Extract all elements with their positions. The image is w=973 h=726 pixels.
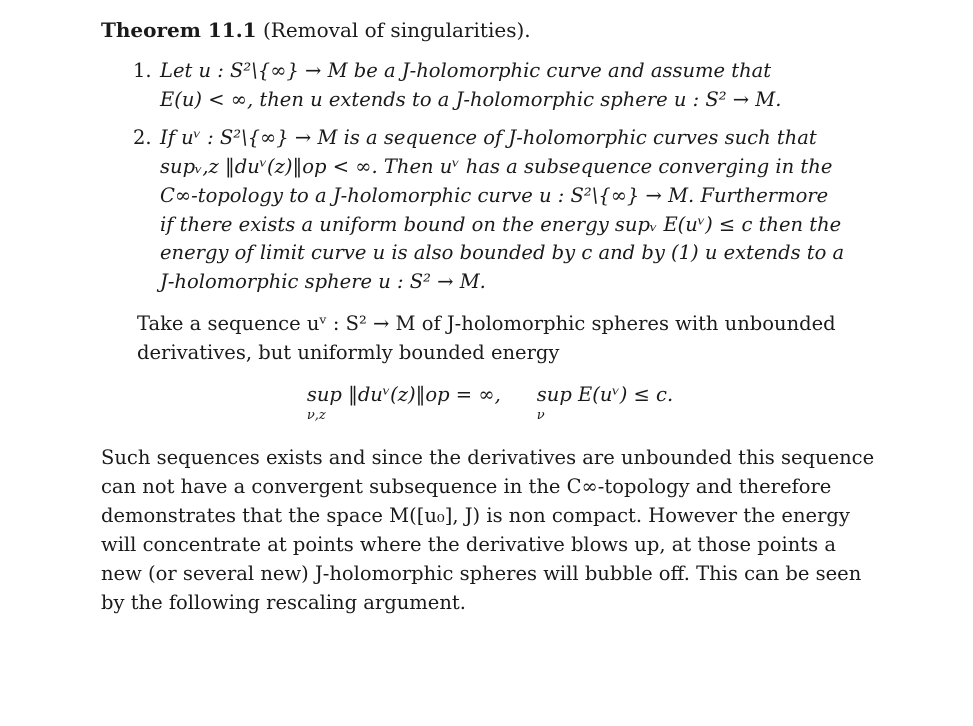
- equation-right: [537, 381, 673, 423]
- theorem-heading: [101, 16, 879, 44]
- theorem-page: [101, 16, 879, 617]
- paragraph-line: Take a sequence uᵛ : S² → M of J-holomorphic spheres with unbounded: [137, 311, 836, 335]
- theorem-title: (Removal of singularities).: [262, 18, 531, 42]
- item-line: J-holomorphic sphere u : S² → M.: [160, 269, 486, 293]
- paragraph-line: can not have a convergent subsequence in the C∞-topology and therefore: [101, 474, 832, 498]
- theorem-number: Theorem 11.1: [101, 18, 257, 42]
- paragraph-line: Such sequences exists and since the derivatives are unbounded this sequence: [101, 445, 875, 469]
- paragraph-bubbling: [101, 443, 879, 617]
- item-marker: 1.: [133, 59, 152, 82]
- equation-right-subscript: ν: [536, 407, 545, 423]
- paragraph-line: by the following rescaling argument.: [101, 590, 466, 614]
- paragraph-line: will concentrate at points where the derivative blows up, at those points a: [101, 532, 836, 556]
- item-line: if there exists a uniform bound on the energy supᵥ E(uᵛ) ≤ c then the: [160, 212, 842, 236]
- paragraph-line: new (or several new) J-holomorphic spheres will bubble off. This can be seen: [101, 561, 862, 585]
- item-marker: 2.: [133, 126, 152, 150]
- item-line: energy of limit curve u is also bounded by c and by (1) u extends to a: [160, 241, 845, 265]
- paragraph-line: demonstrates that the space M([u₀], J) is non compact. However the energy: [101, 503, 850, 527]
- theorem-item-1: [101, 57, 879, 114]
- item-line: Let u : S²\{∞} → M be a J-holomorphic curve and assume that: [160, 59, 772, 82]
- paragraph-sequence: [101, 309, 879, 367]
- item-line: If uᵛ : S²\{∞} → M is a sequence of J-holomorphic curves such that: [160, 126, 817, 150]
- paragraph-line: derivatives, but uniformly bounded energy: [137, 340, 560, 364]
- equation-right-main: sup E(uᵛ) ≤ c.: [536, 382, 674, 406]
- display-equation: [101, 381, 879, 423]
- equation-left: [307, 381, 501, 423]
- equation-left-main: sup ‖duᵛ(z)‖op = ∞,: [306, 382, 501, 406]
- item-line: E(u) < ∞, then u extends to a J-holomorphic sphere u : S² → M.: [160, 87, 782, 111]
- item-line: C∞-topology to a J-holomorphic curve u : S²\{∞} → M. Furthermore: [160, 183, 829, 207]
- equation-left-subscript: ν,z: [306, 407, 326, 423]
- item-line: supᵥ,z ‖duᵛ(z)‖op < ∞. Then uᵛ has a subsequence converging in the: [160, 155, 833, 179]
- theorem-item-2: [101, 124, 879, 296]
